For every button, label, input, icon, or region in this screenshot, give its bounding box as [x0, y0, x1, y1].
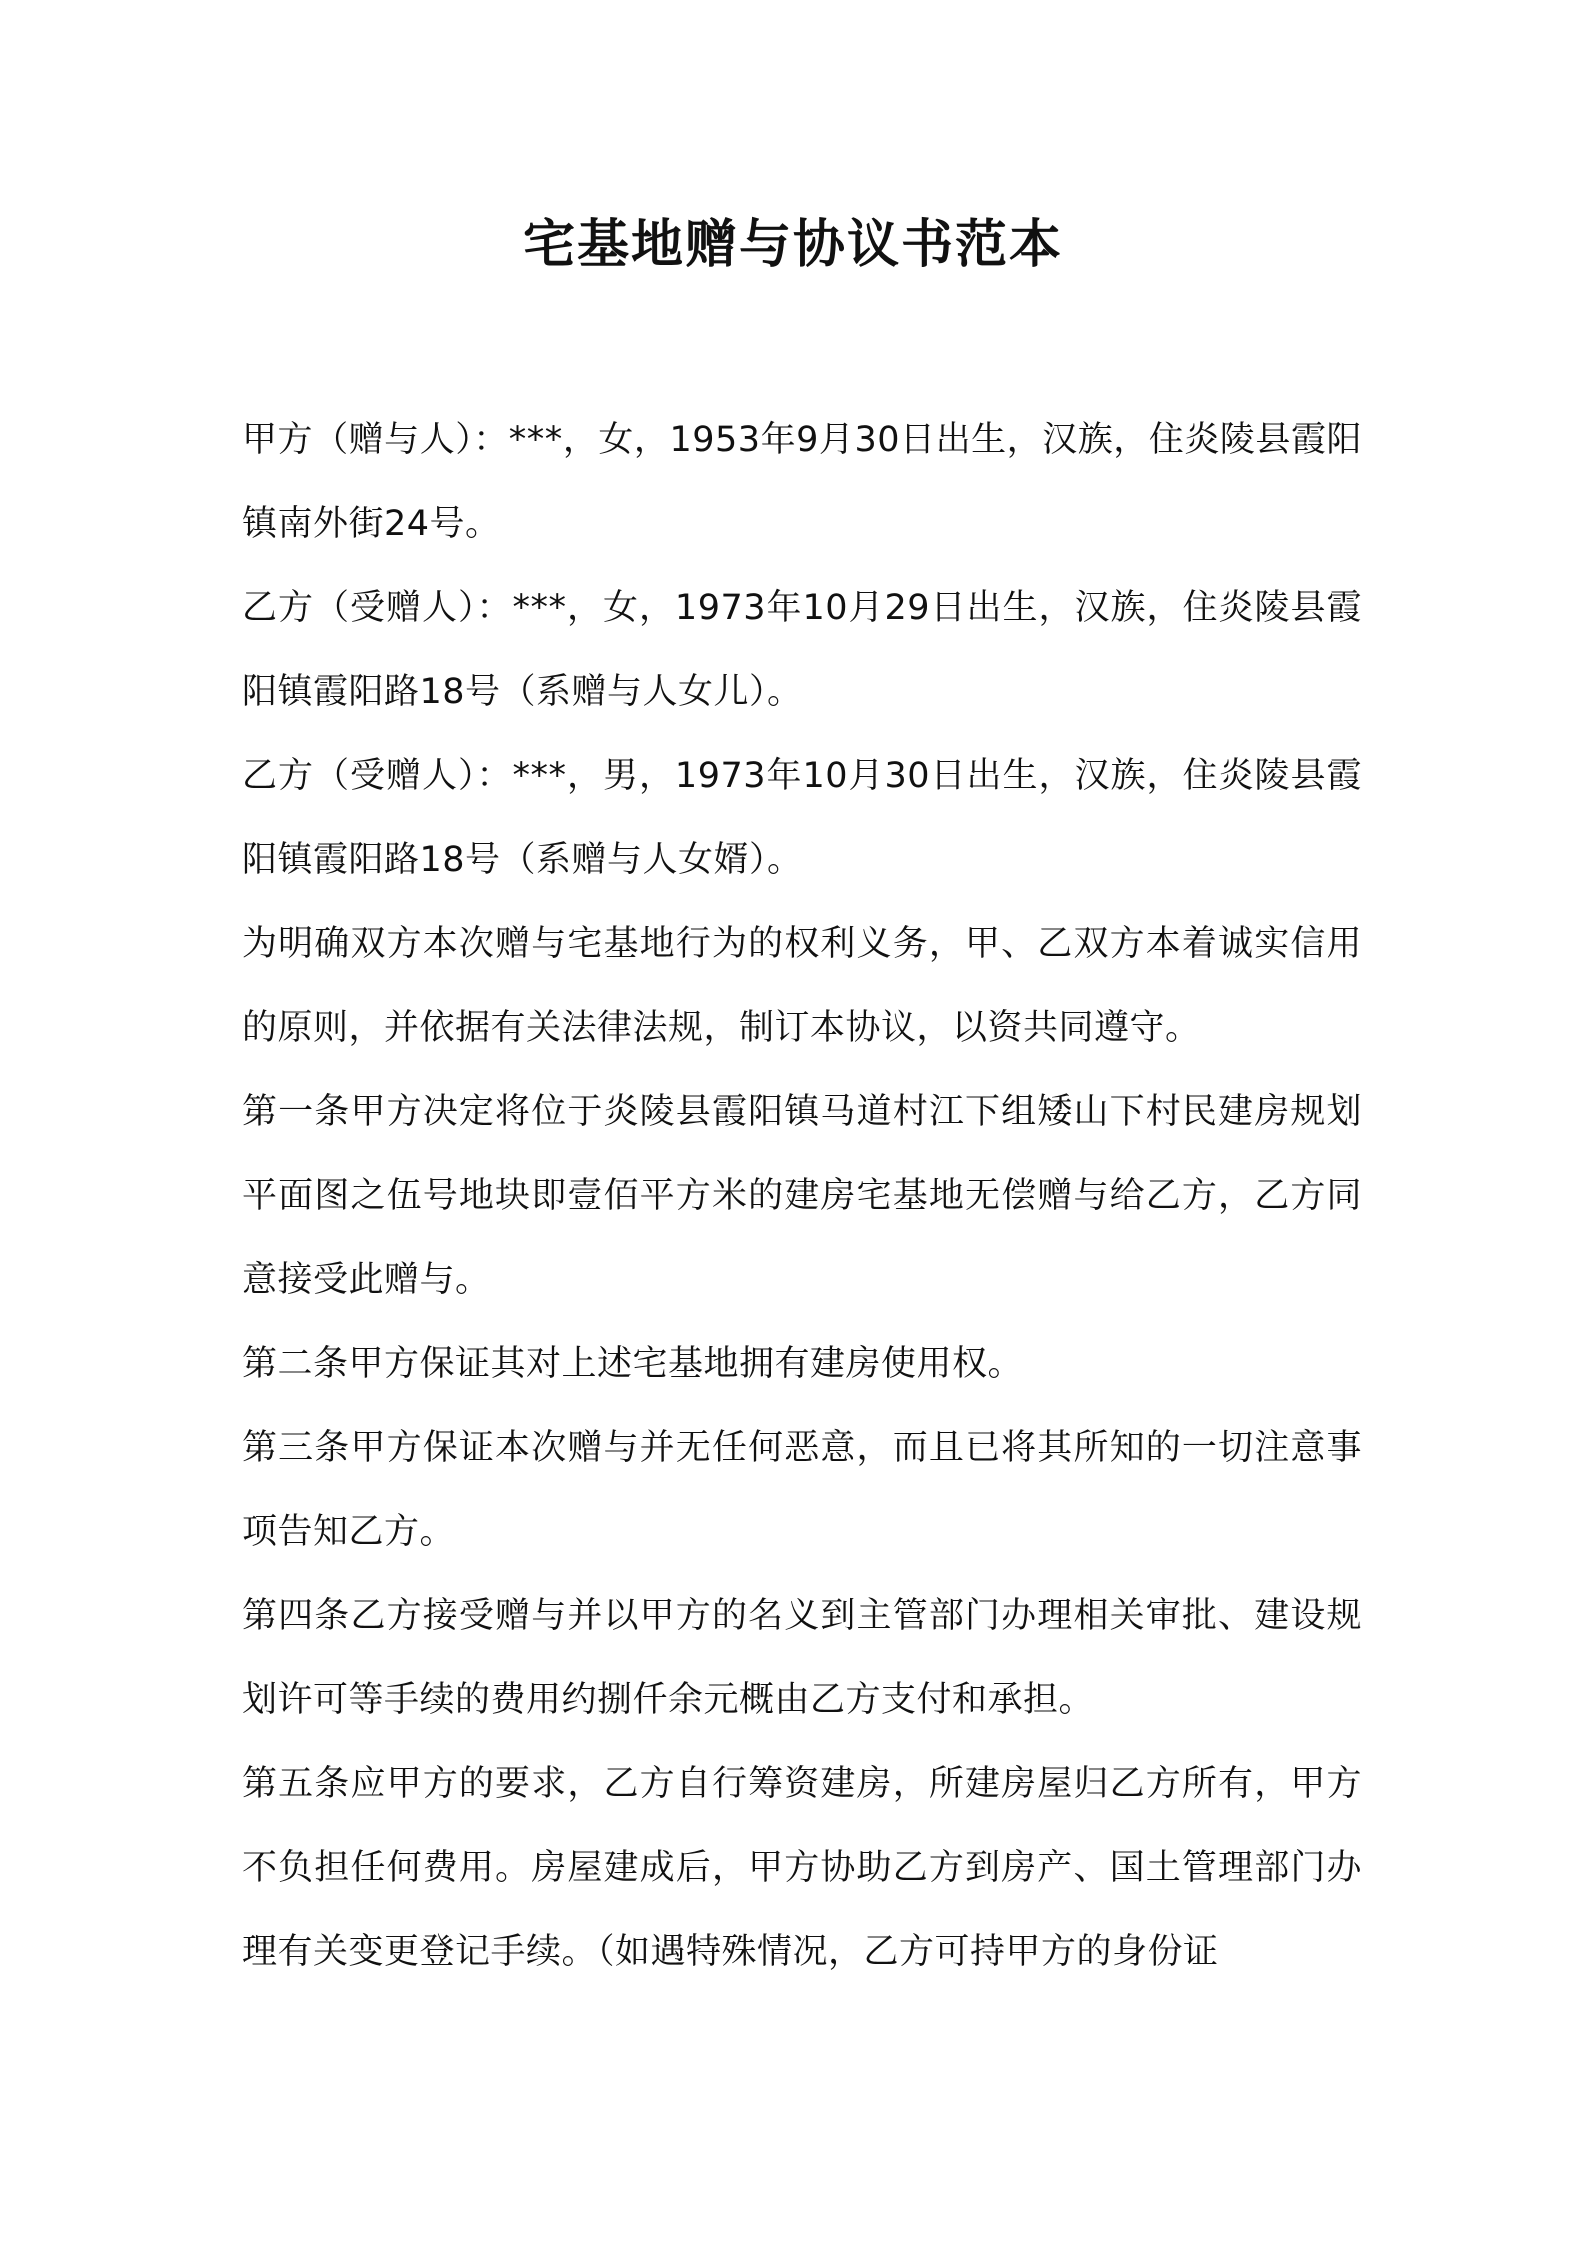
paragraph-preamble: 为明确双方本次赠与宅基地行为的权利义务，甲、乙双方本着诚实信用的原则，并依据有关法律法规，制订本协议，以资共同遵守。 [242, 924, 1362, 1048]
paragraph-article-1: 第一条甲方决定将位于炎陵县霞阳镇马道村江下组矮山下村民建房规划平面图之伍号地块即壹佰平方米的建房宅基地无偿赠与给乙方，乙方同意接受此赠与。 [242, 1092, 1362, 1300]
paragraph-article-4: 第四条乙方接受赠与并以甲方的名义到主管部门办理相关审批、建设规划许可等手续的费用约捌仟余元概由乙方支付和承担。 [242, 1596, 1362, 1720]
document-body [242, 398, 1362, 1994]
paragraph-article-3: 第三条甲方保证本次赠与并无任何恶意，而且已将其所知的一切注意事项告知乙方。 [242, 1428, 1362, 1552]
paragraph-party-b-son-in-law: 乙方（受赠人）：***，男，1973年10月30日出生，汉族，住炎陵县霞阳镇霞阳路18号（系赠与人女婿）。 [242, 756, 1362, 880]
paragraph-party-a: 甲方（赠与人）：***，女，1953年9月30日出生，汉族，住炎陵县霞阳镇南外街24号。 [242, 420, 1362, 544]
paragraph-article-5: 第五条应甲方的要求，乙方自行筹资建房，所建房屋归乙方所有，甲方不负担任何费用。房屋建成后，甲方协助乙方到房产、国土管理部门办理有关变更登记手续。（如遇特殊情况，乙方可持甲方的身份证 [242, 1764, 1362, 1972]
paragraph-article-2: 第二条甲方保证其对上述宅基地拥有建房使用权。 [242, 1344, 1024, 1384]
document-title: 宅基地赠与协议书范本 [522, 215, 1063, 275]
paragraph-party-b-daughter: 乙方（受赠人）：***，女，1973年10月29日出生，汉族，住炎陵县霞阳镇霞阳路18号（系赠与人女儿）。 [242, 588, 1362, 712]
